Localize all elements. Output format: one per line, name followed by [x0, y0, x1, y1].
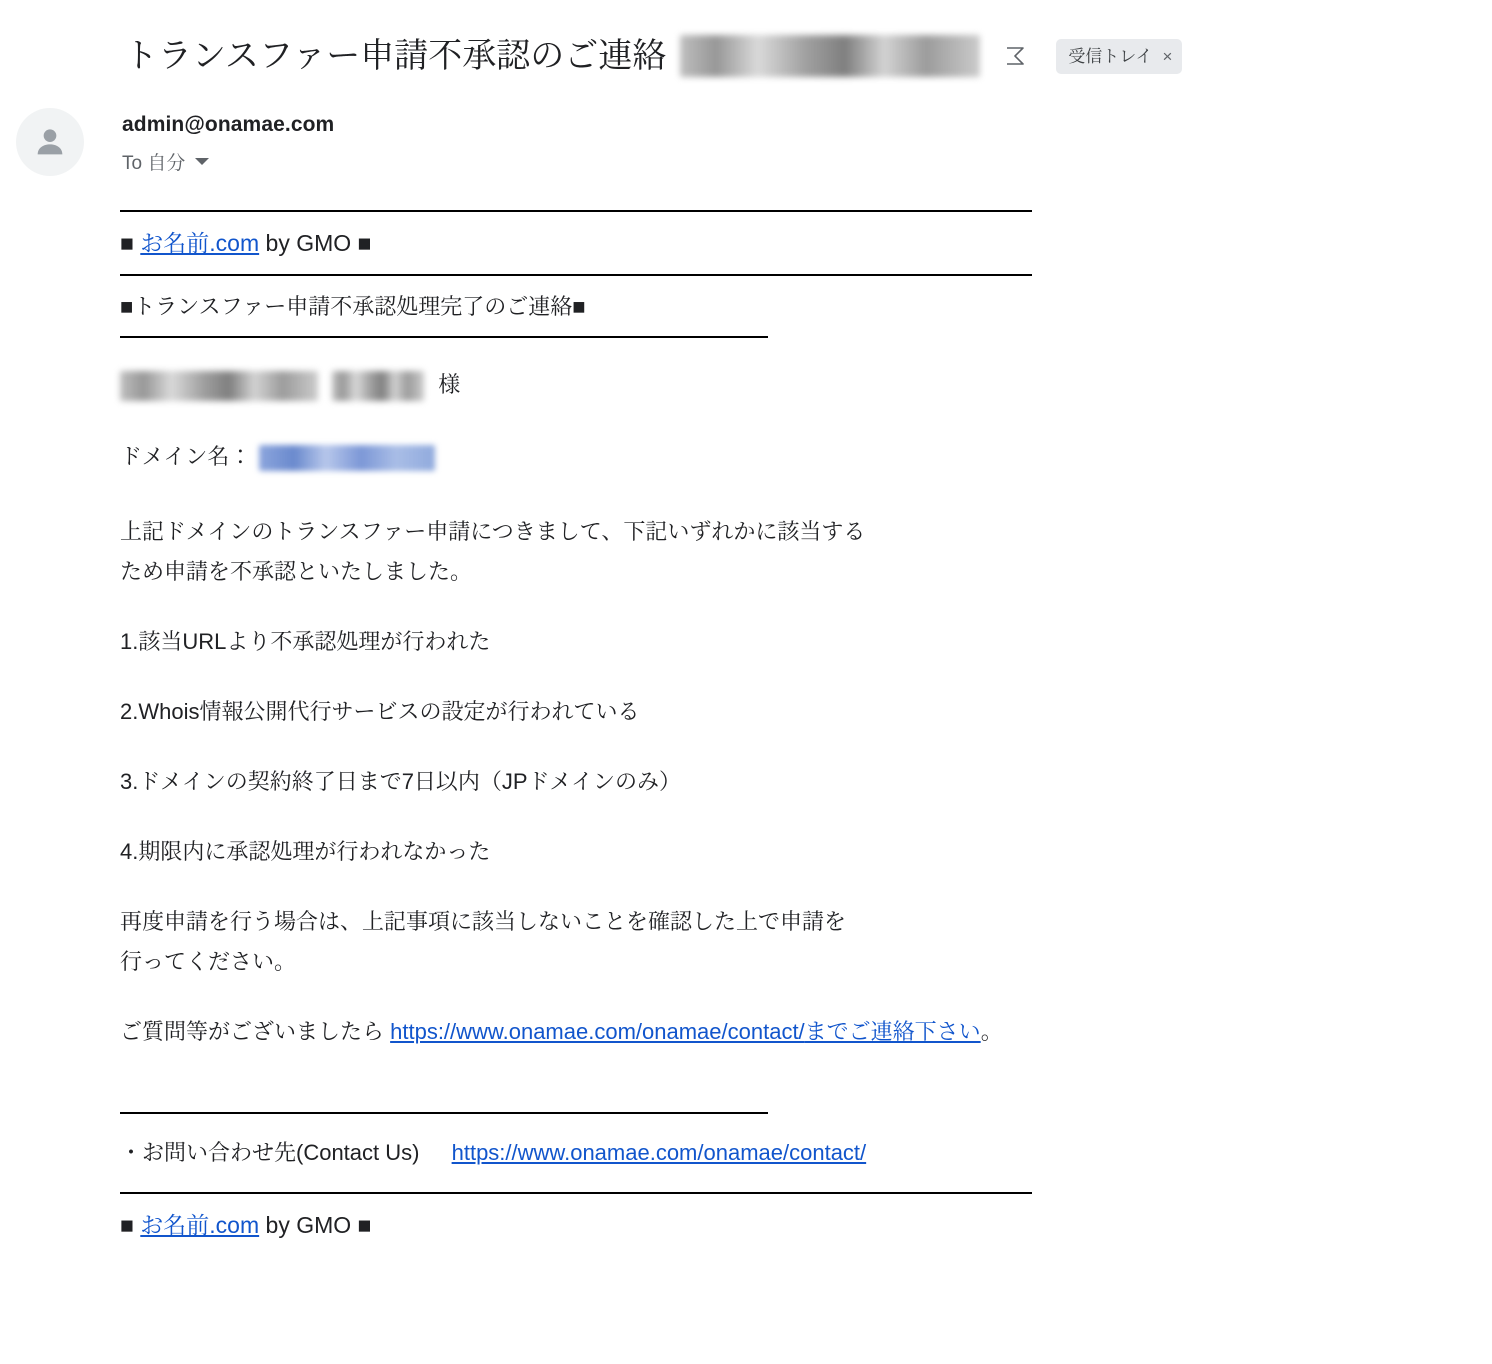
intro-line-2: ため申請を不承認といたしました。 — [120, 559, 473, 584]
reason-item-4: 4.期限内に承認処理が行われなかった — [120, 839, 491, 864]
question-line — [120, 1012, 1492, 1052]
contact-row — [120, 1136, 1492, 1170]
domain-row — [120, 440, 1492, 474]
expand-thread-icon[interactable] — [1002, 41, 1028, 71]
recipient-row[interactable] — [122, 148, 334, 175]
redacted-domain-name — [259, 445, 435, 471]
chevron-down-icon[interactable] — [195, 158, 209, 165]
brand-suffix: by GMO ■ — [265, 230, 372, 256]
reapply-line-2: 行ってください。 — [120, 949, 297, 974]
contact-url-inline-text: https://www.onamae.com/onamae/contact/ — [390, 1019, 805, 1044]
sender-meta — [122, 104, 334, 175]
redacted-recipient-name — [120, 371, 318, 401]
redacted-subject-text — [680, 35, 980, 77]
recipient-label: To 自分 — [122, 153, 186, 174]
body-heading: ■トランスファー申請不承認処理完了のご連絡■ — [120, 294, 586, 319]
reapply-line-1: 再度申請を行う場合は、上記事項に該当しないことを確認した上で申請を — [120, 909, 847, 934]
close-icon[interactable]: × — [1162, 46, 1173, 66]
page-title: トランスファー申請不承認のご連絡 — [124, 37, 667, 75]
redacted-recipient-name-2 — [332, 371, 424, 401]
domain-label: ドメイン名： — [120, 444, 252, 469]
email-body — [0, 176, 1492, 1256]
contact-url-link[interactable]: https://www.onamae.com/onamae/contact/ — [451, 1140, 867, 1165]
contact-url-inline-suffix: までご連絡下さい — [804, 1019, 981, 1044]
question-prefix: ご質問等がございましたら — [120, 1019, 391, 1044]
label-chip-text: 受信トレイ — [1068, 46, 1153, 66]
brand-line-top — [120, 212, 1492, 274]
sender-email[interactable]: admin@onamae.com — [122, 113, 335, 136]
brand-prefix: ■ — [120, 230, 134, 256]
onamae-link-bottom[interactable]: お名前.com — [140, 1212, 260, 1238]
reason-item-3: 3.ドメインの契約終了日まで7日以内（JPドメインのみ） — [120, 769, 681, 794]
subject-row — [0, 0, 1492, 94]
question-period: 。 — [980, 1019, 1003, 1044]
reason-item-2: 2.Whois情報公開代行サービスの設定が行われている — [120, 699, 640, 724]
label-chip-inbox[interactable] — [1056, 39, 1182, 74]
salutation-suffix: 様 — [438, 372, 461, 397]
contact-url-link-inline[interactable] — [390, 1019, 981, 1044]
intro-line-1: 上記ドメインのトランスファー申請につきまして、下記いずれかに該当する — [120, 519, 866, 544]
avatar — [16, 108, 84, 176]
sender-row — [0, 94, 1492, 176]
footer-prefix: ■ — [120, 1212, 134, 1238]
onamae-link-top[interactable]: お名前.com — [140, 230, 260, 256]
salutation-row — [120, 368, 1492, 402]
footer-suffix: by GMO ■ — [265, 1212, 372, 1238]
reason-item-1: 1.該当URLより不承認処理が行われた — [120, 629, 491, 654]
brand-line-bottom — [120, 1194, 1492, 1256]
contact-label: ・お問い合わせ先(Contact Us) — [120, 1140, 420, 1165]
